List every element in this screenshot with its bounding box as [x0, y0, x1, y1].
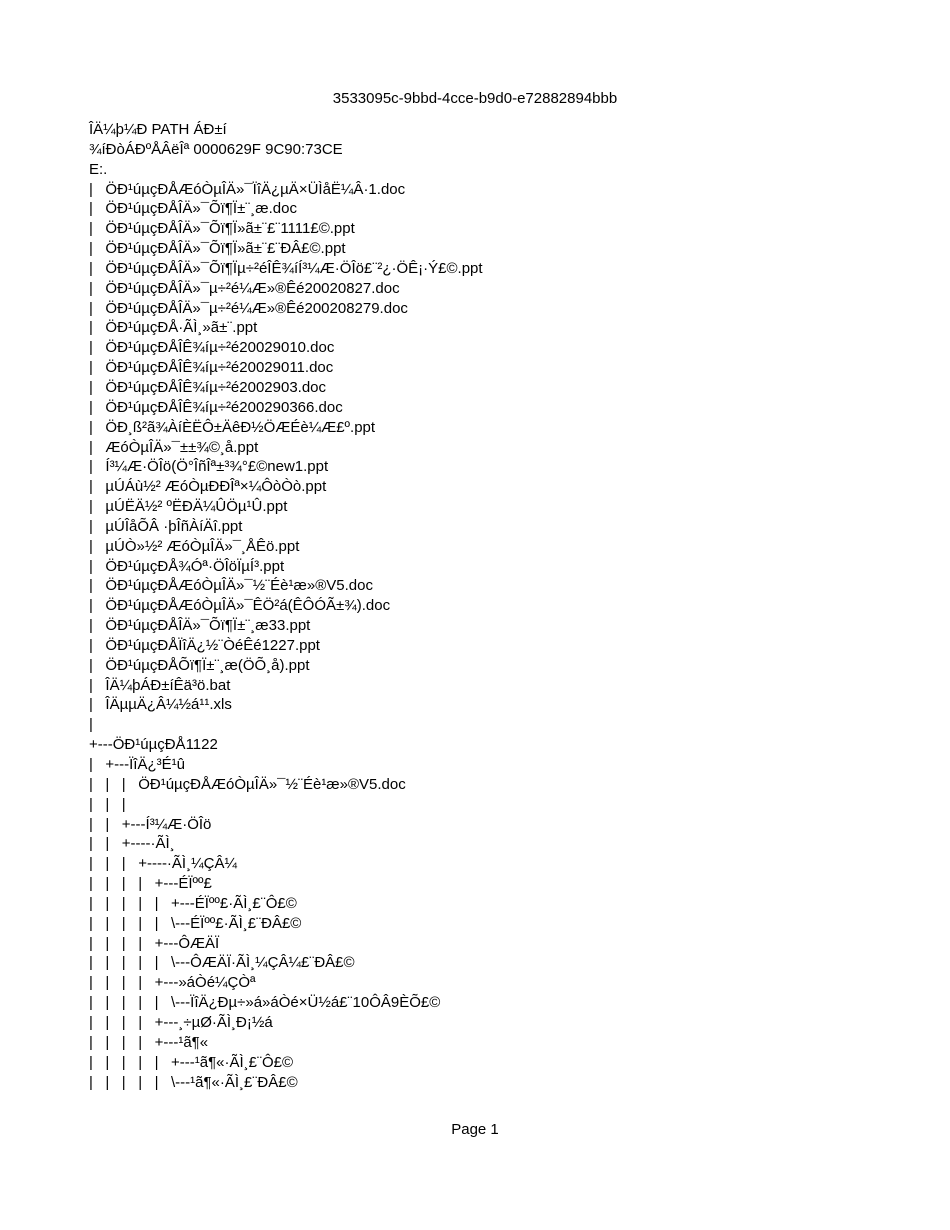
tree-line: | ÖÐ¹úµçÐÅÏîÄ¿½¨ÒéÊé1227.ppt [89, 636, 320, 654]
tree-line: | +---ÏîÄ¿³É¹û [89, 756, 185, 773]
tree-line: | ÖÐ¸ß²ã¾ÀíÈËÔ±ÄêÐ½ÖÆÉè¼Æ£º.ppt [89, 418, 376, 436]
page-header-id: 3533095c-9bbd-4cce-b9d0-e72882894bbb [332, 90, 618, 107]
tree-line: | ÖÐ¹úµçÐÅÆóÒµÎÄ»¯ÏîÄ¿µÄ×ÜÌåË¼Â·1.doc [89, 180, 406, 198]
tree-line: | ÖÐ¹úµçÐÅÆóÒµÎÄ»¯½¨Éè¹æ»®V5.doc [89, 577, 373, 595]
tree-line: | ÖÐ¹úµçÐÅÎÊ¾íµ÷²é2002903.doc [89, 378, 327, 396]
tree-line: | | +---Í³¼Æ·ÖÎö [89, 815, 212, 833]
tree-line: | ÎÄµµÄ¿Â¼½á¹¹.xls [89, 696, 232, 714]
tree-line: | Í³¼Æ·ÖÎö(Ö°ÎñÎª±³¾°£©new1.ppt [89, 458, 329, 476]
tree-line: | | | +----·ÃÌ¸¼ÇÂ¼ [89, 855, 237, 873]
tree-line: | | | | | +---ÉÏºº£·ÃÌ¸£¨Ô£© [89, 894, 297, 912]
tree-line: | ÖÐ¹úµçÐÅÎÄ»¯Õï¶Ï±¨¸æ33.ppt [89, 617, 311, 635]
tree-line: | | | | +---ÉÏºº£ [89, 875, 212, 893]
tree-line: | ÖÐ¹úµçÐÅ¾Óª·ÖÎöÏµÍ³.ppt [89, 557, 285, 575]
tree-line: | ÖÐ¹úµçÐÅÎÊ¾íµ÷²é20029010.doc [89, 339, 335, 357]
tree-line: | | | ÖÐ¹úµçÐÅÆóÒµÎÄ»¯½¨Éè¹æ»®V5.doc [89, 775, 406, 793]
tree-line: | | +----·ÃÌ¸ [89, 835, 175, 853]
tree-line: | | | | +---¹ã¶« [89, 1033, 209, 1051]
tree-line: | ÖÐ¹úµçÐÅÎÄ»¯µ÷²é¼Æ»®Êé200208279.doc [89, 299, 408, 317]
tree-line: | | | | +---¸÷µØ·ÃÌ¸Ð¡½á [89, 1013, 273, 1031]
tree-line: | ÖÐ¹úµçÐÅÎÄ»¯Õï¶Ïµ÷²éÎÊ¾íÍ³¼Æ·ÖÎö£¨²¿·ÖÊ¡·Ý£©.ppt [89, 259, 483, 277]
tree-line: +---ÖÐ¹úµçÐÅ1122 [89, 736, 218, 754]
tree-line: | ÖÐ¹úµçÐÅÕï¶Ï±¨¸æ(ÖÕ¸å).ppt [89, 656, 310, 674]
tree-line: | ÎÄ¼þÁÐ±íÊä³ö.bat [89, 676, 231, 694]
tree-line: | [89, 716, 93, 734]
tree-line: | ÖÐ¹úµçÐÅÎÄ»¯Õï¶Ï±¨¸æ.doc [89, 200, 297, 218]
tree-line: | | | | | +---¹ã¶«·ÃÌ¸£¨Ô£© [89, 1053, 294, 1071]
tree-line: | ÖÐ¹úµçÐÅÎÊ¾íµ÷²é20029011.doc [89, 359, 334, 377]
tree-line: | µÚÁù½² ÆóÒµÐÐÎª×¼ÔòÒò.ppt [89, 478, 327, 496]
tree-line: | | | | | \---ÔÆÄÏ·ÃÌ¸¼ÇÂ¼£¨ÐÂ£© [89, 954, 355, 972]
tree-line: ¾íÐòÁÐºÅÂëÎª 0000629F 9C90:73CE [89, 140, 343, 158]
tree-line: | ÖÐ¹úµçÐÅÆóÒµÎÄ»¯ÊÖ²á(ÊÔÓÃ±¾).doc [89, 597, 391, 615]
page-number: Page 1 [451, 1121, 499, 1138]
tree-line: | ÖÐ¹úµçÐÅÎÄ»¯µ÷²é¼Æ»®Êé20020827.doc [89, 279, 400, 297]
tree-line: E:. [89, 160, 108, 178]
tree-line: | | | | | \---ÏîÄ¿Ðµ÷»á»áÒé×Ü½á£¨10ÔÂ9ÈÕ£© [89, 994, 441, 1012]
tree-line: | ÖÐ¹úµçÐÅ·ÃÌ¸»ã±¨.ppt [89, 319, 258, 337]
tree-line: | | | [89, 795, 126, 813]
tree-line: | | | | | \---ÉÏºº£·ÃÌ¸£¨ÐÂ£© [89, 914, 302, 932]
tree-line: | | | | | \---¹ã¶«·ÃÌ¸£¨ÐÂ£© [89, 1073, 298, 1091]
tree-line: | µÚÎåÕÂ ·þÎñÀíÄî.ppt [89, 517, 243, 535]
tree-line: | ÆóÒµÎÄ»¯±±¾©¸å.ppt [89, 438, 259, 456]
tree-line: | ÖÐ¹úµçÐÅÎÊ¾íµ÷²é200290366.doc [89, 398, 343, 416]
tree-line: | ÖÐ¹úµçÐÅÎÄ»¯Õï¶Ï»ã±¨£¨1111£©.ppt [89, 220, 355, 238]
tree-line: | µÚËÄ½² ºËÐÄ¼ÛÖµ¹Û.ppt [89, 498, 288, 516]
directory-tree-listing [89, 120, 483, 1092]
tree-line: | | | | +---»áÒé¼ÇÒª [89, 974, 256, 992]
tree-line: | µÚÒ»½² ÆóÒµÎÄ»¯¸ÅÊö.ppt [89, 537, 300, 555]
tree-line: | ÖÐ¹úµçÐÅÎÄ»¯Õï¶Ï»ã±¨£¨ÐÂ£©.ppt [89, 240, 346, 258]
tree-line: ÎÄ¼þ¼Ð PATH ÁÐ±í [89, 121, 227, 138]
tree-line: | | | | +---ÔÆÄÏ [89, 934, 220, 952]
